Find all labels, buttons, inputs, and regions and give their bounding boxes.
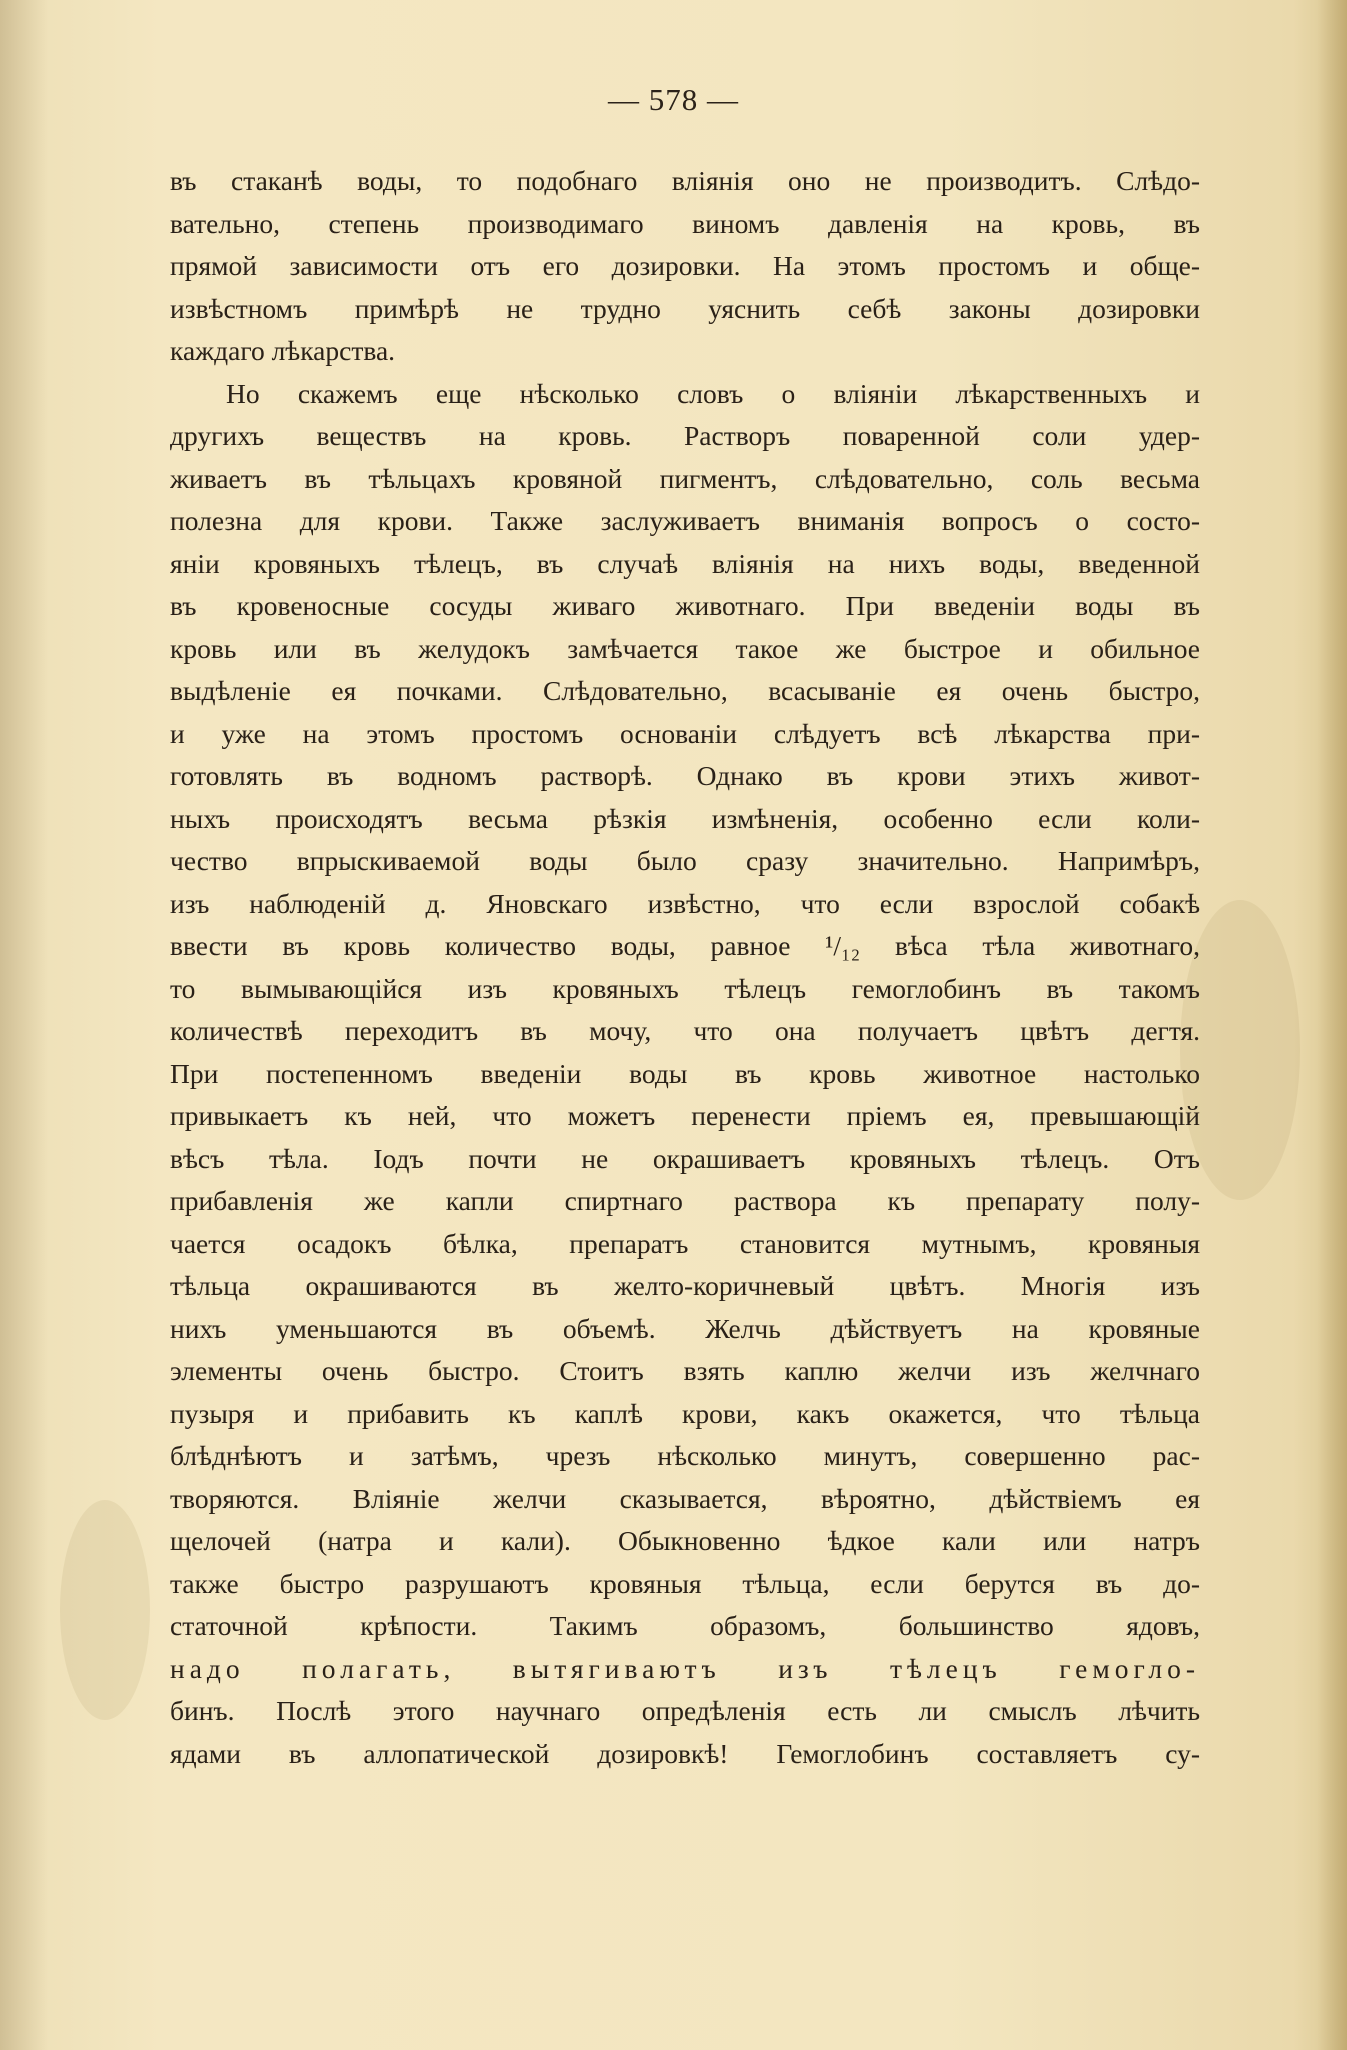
text-line: блѣднѣютъ и затѣмъ, чрезъ нѣсколько минутъ, совершенно рас- <box>170 1440 1200 1471</box>
text-line: въ кровеносные сосуды живаго животнаго. При введеніи воды въ <box>170 590 1200 621</box>
text-line: въ стаканѣ воды, то подобнаго вліянія оно не производитъ. Слѣдо- <box>170 165 1200 196</box>
text-line: также быстро разрушаютъ кровяныя тѣльца, если берутся въ до- <box>170 1567 1200 1599</box>
text-line: Но скажемъ еще нѣсколько словъ о вліяніи лѣкарственныхъ и <box>226 377 1200 409</box>
page-gutter-shadow <box>0 0 48 2050</box>
text-line: прямой зависимости отъ его дозировки. На этомъ простомъ и обще- <box>170 250 1200 281</box>
text-line: щелочей (натра и кали). Обыкновенно ѣдкое кали или натръ <box>170 1525 1200 1556</box>
text-line: вательно, степень производимаго виномъ давленія на кровь, въ <box>170 207 1200 239</box>
text-line: тѣльца окрашиваются въ желто-коричневый цвѣтъ. Многія изъ <box>170 1270 1200 1301</box>
text-line: нихъ уменьшаются въ объемѣ. Желчь дѣйствуетъ на кровяные <box>170 1312 1200 1344</box>
text-line: изъ наблюденій д. Яновскаго извѣстно, что если взрослой собакѣ <box>170 887 1200 919</box>
text-line: кровь или въ желудокъ замѣчается такое же быстрое и обильное <box>170 632 1200 664</box>
text-line: творяются. Вліяніе желчи сказывается, вѣроятно, дѣйствіемъ ея <box>170 1482 1200 1514</box>
text-line: ввести въ кровь количество воды, равное ¹/₁₂ вѣса тѣла животнаго, <box>170 930 1200 961</box>
text-line: бинъ. Послѣ этого научнаго опредѣленія есть ли смыслъ лѣчить <box>170 1695 1200 1726</box>
text-line: чается осадокъ бѣлка, препаратъ становится мутнымъ, кровяныя <box>170 1227 1200 1259</box>
text-line: привыкаетъ къ ней, что можетъ перенести пріемъ ея, превышающій <box>170 1100 1200 1131</box>
text-line: При постепенномъ введеніи воды въ кровь животное настолько <box>170 1057 1200 1089</box>
text-line: извѣстномъ примѣрѣ не трудно уяснить себѣ законы дозировки <box>170 292 1200 324</box>
text-line: ныхъ происходятъ весьма рѣзкія измѣненія, особенно если коли- <box>170 802 1200 834</box>
text-line: вѣсъ тѣла. Іодъ почти не окрашиваетъ кровяныхъ тѣлецъ. Отъ <box>170 1142 1200 1174</box>
text-line: пузыря и прибавить къ каплѣ крови, какъ окажется, что тѣльца <box>170 1397 1200 1429</box>
text-line: статочной крѣпости. Такимъ образомъ, большинство ядовъ, <box>170 1610 1200 1641</box>
page-edge <box>1317 0 1347 2050</box>
text-line: выдѣленіе ея почками. Слѣдовательно, всасываніе ея очень быстро, <box>170 675 1200 706</box>
body-text <box>170 160 1200 1775</box>
paper-stain <box>60 1500 150 1720</box>
text-line: ядами въ аллопатической дозировкѣ! Гемоглобинъ составляетъ су- <box>170 1737 1200 1769</box>
text-line: чество впрыскиваемой воды было сразу значительно. Напримѣръ, <box>170 845 1200 876</box>
text-line: другихъ веществъ на кровь. Растворъ поваренной соли удер- <box>170 420 1200 451</box>
text-line: живаетъ въ тѣльцахъ кровяной пигментъ, слѣдовательно, соль весьма <box>170 462 1200 494</box>
text-line: надо полагать, вытягиваютъ изъ тѣлецъ гемогло- <box>170 1652 1200 1684</box>
page-number: — 578 — <box>608 82 739 117</box>
text-line: каждаго лѣкарства. <box>170 335 396 366</box>
text-line: и уже на этомъ простомъ основаніи слѣдуетъ всѣ лѣкарства при- <box>170 717 1200 749</box>
text-line: элементы очень быстро. Стоитъ взять каплю желчи изъ желчнаго <box>170 1355 1200 1386</box>
text-line: яніи кровяныхъ тѣлецъ, въ случаѣ вліянія на нихъ воды, введенной <box>170 547 1200 579</box>
text-line: полезна для крови. Также заслуживаетъ вниманія вопросъ о состо- <box>170 505 1200 536</box>
text-line: то вымывающійся изъ кровяныхъ тѣлецъ гемоглобинъ въ такомъ <box>170 972 1200 1004</box>
text-line: количествѣ переходитъ въ мочу, что она получаетъ цвѣтъ дегтя. <box>170 1015 1200 1046</box>
text-line: готовлять въ водномъ растворѣ. Однако въ крови этихъ живот- <box>170 760 1200 791</box>
text-line: прибавленія же капли спиртнаго раствора къ препарату полу- <box>170 1185 1200 1216</box>
